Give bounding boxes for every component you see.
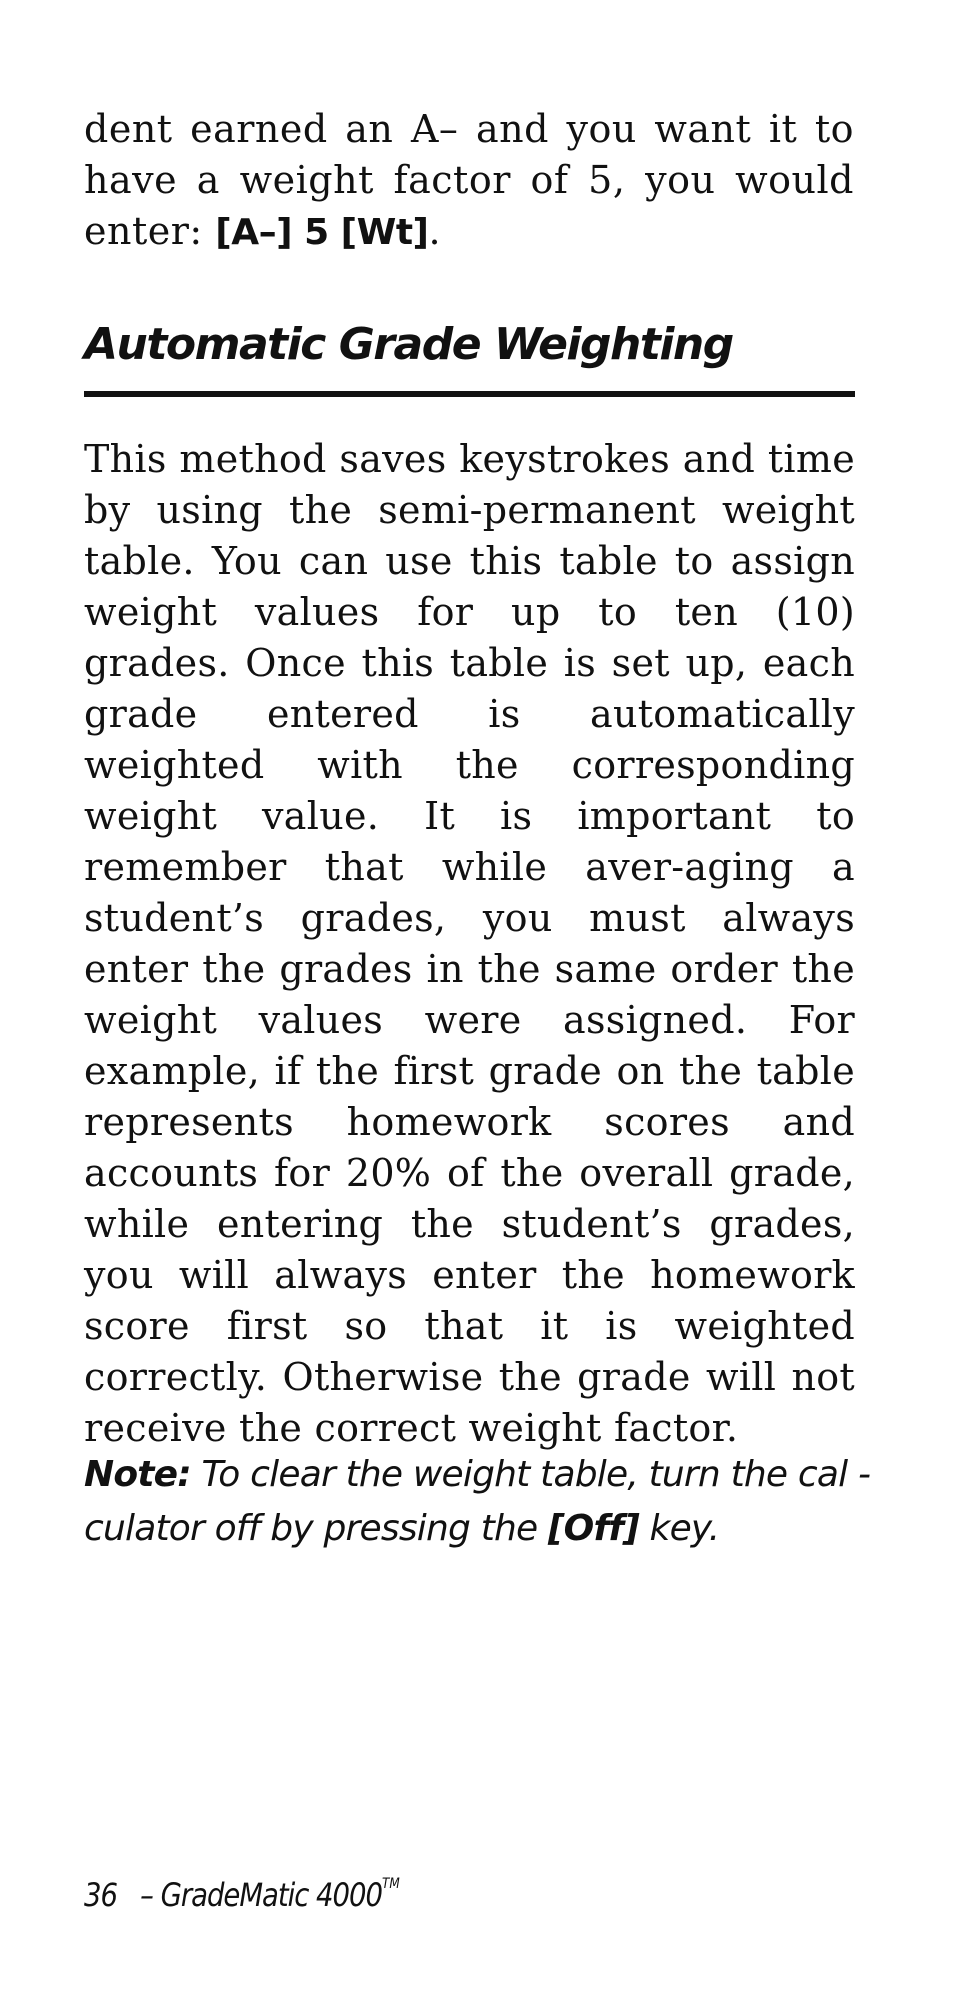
note-label: Note:: [84, 1454, 191, 1495]
heading-rule: [84, 391, 855, 397]
page-number: 36: [84, 1876, 117, 1914]
off-key: [Off]: [548, 1508, 639, 1549]
footer-separator: –: [140, 1876, 153, 1914]
intro-text: dent earned an A– and you want it to have a weight factor of 5, you would enter:: [84, 107, 854, 253]
trademark-mark: TM: [381, 1876, 400, 1892]
note-text-before: To clear the weight table, turn the cal - culator off by pressing the: [84, 1454, 871, 1549]
key-sequence: [A–] 5 [Wt]: [215, 212, 429, 253]
intro-paragraph: [84, 104, 854, 258]
product-name: GradeMatic 4000: [160, 1876, 382, 1914]
page-footer: [84, 1862, 400, 1917]
note-paragraph: [84, 1448, 884, 1556]
intro-end: .: [428, 209, 442, 253]
section-heading: Automatic Grade Weighting: [84, 319, 733, 370]
section-body: This method saves keystrokes and time by using the semi-permanent weight table. You can use this table to assign weight values for up to ten (10) grades. Once this table is set up, each grade entered is automatically weighted with the corresponding weight value. It is important to remember that while aver-aging a student’s grades, you must always enter the grades in the same order the weight values were assigned. For example, if the first grade on the table represents homework scores and accounts for 20% of the overall grade, while entering the student’s grades, you will always enter the homework score first so that it is weighted correctly. Otherwise the grade will not receive the correct weight factor.: [84, 437, 855, 1450]
note-text-after: key.: [638, 1508, 720, 1549]
